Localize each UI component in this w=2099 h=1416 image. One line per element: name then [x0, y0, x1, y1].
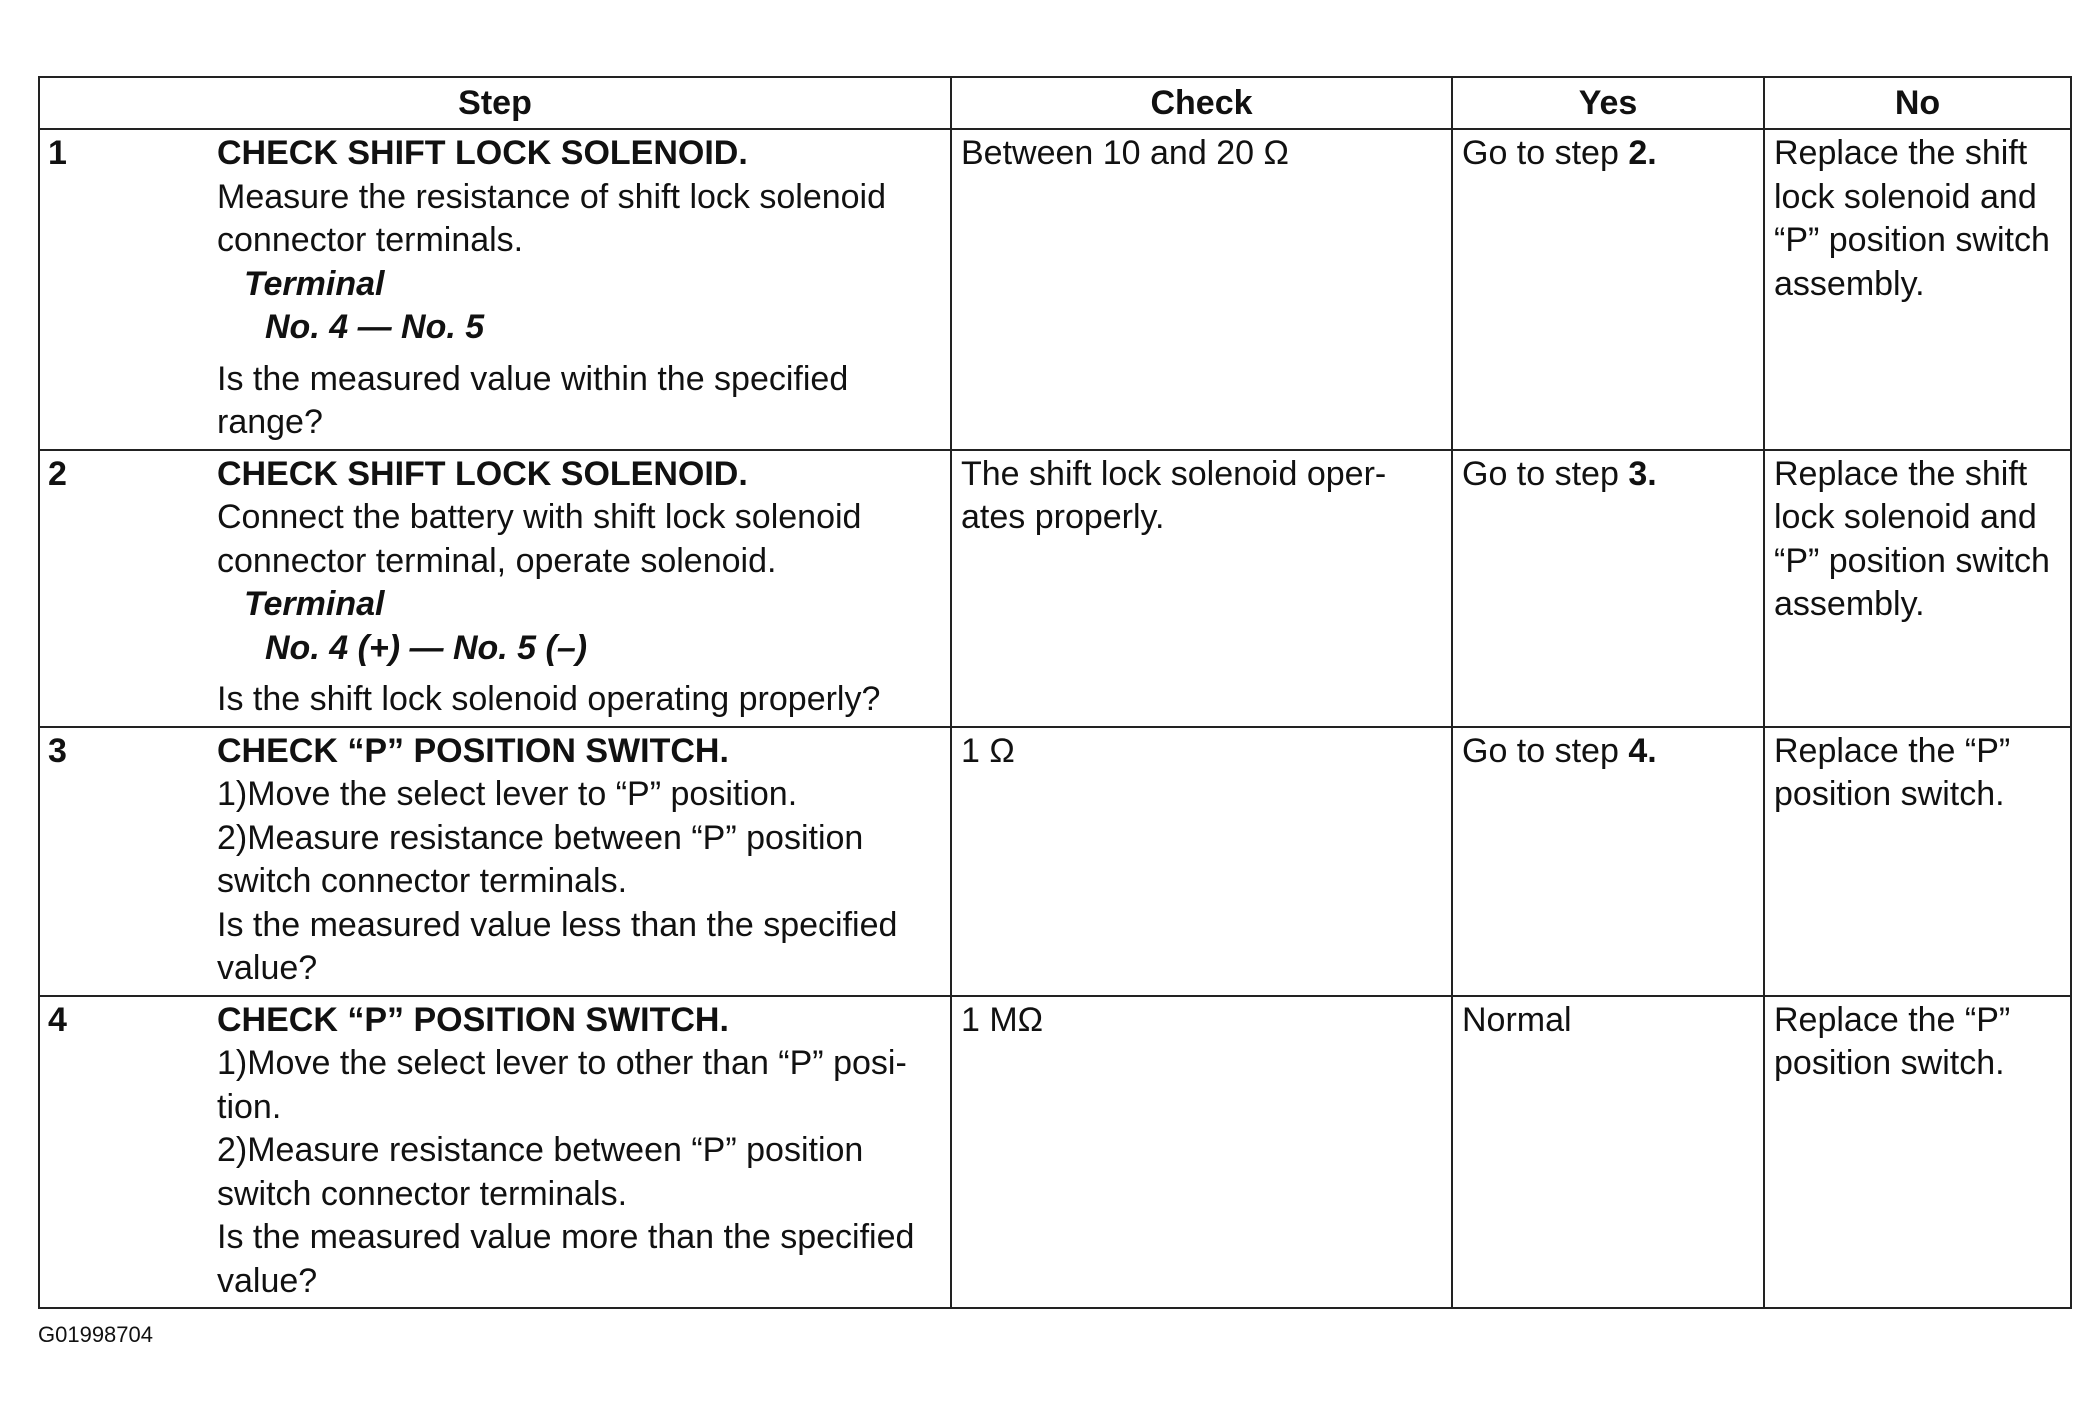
check-value: 1 MΩ: [961, 1000, 1044, 1039]
header-yes: Yes: [1452, 77, 1764, 129]
yes-cell: [1452, 129, 1764, 450]
terminal-label: Terminal: [244, 264, 385, 303]
table-row: [39, 996, 2071, 1309]
table-row: [39, 727, 2071, 996]
yes-step-ref: 2.: [1628, 134, 1657, 172]
header-no: No: [1764, 77, 2071, 129]
step-title: CHECK “P” POSITION SWITCH.: [217, 731, 729, 770]
step-cell: [39, 450, 951, 727]
step-cell: [39, 996, 951, 1309]
yes-prefix: Normal: [1462, 1000, 1572, 1039]
yes-value: [1453, 728, 1763, 778]
step-number: 4: [48, 1000, 67, 1039]
no-cell: [1764, 996, 2071, 1309]
check-value: The shift lock solenoid oper-ates properly.: [961, 454, 1387, 536]
no-cell: [1764, 727, 2071, 996]
terminal-value: No. 4 (+) — No. 5 (–): [265, 628, 588, 667]
step-instruction: Connect the battery with shift lock solenoid connector terminal, operate solenoid.: [217, 498, 862, 580]
no-value: Replace the “P” position switch.: [1774, 731, 2011, 813]
yes-cell: [1452, 450, 1764, 727]
step-number: 3: [48, 731, 67, 770]
yes-prefix: Go to step: [1462, 454, 1629, 493]
header-step: Step: [39, 77, 951, 129]
header-check: Check: [951, 77, 1452, 129]
no-value: Replace the shift lock solenoid and “P” position switch assembly.: [1774, 454, 2050, 623]
step-instruction: 2)Measure resistance between “P” position switch connector terminals.: [217, 1131, 864, 1213]
terminal-label: Terminal: [244, 585, 385, 623]
step-title: CHECK “P” POSITION SWITCH.: [217, 1000, 729, 1039]
yes-step-ref: 3.: [1628, 454, 1657, 493]
step-description: [217, 453, 942, 722]
check-cell: [951, 129, 1452, 450]
diagnostic-table: [38, 76, 2072, 1309]
yes-cell: [1452, 996, 1764, 1309]
figure-id: G01998704: [38, 1322, 153, 1347]
step-title: CHECK SHIFT LOCK SOLENOID.: [217, 134, 748, 172]
step-description: [217, 999, 942, 1304]
yes-step-ref: 4.: [1628, 731, 1657, 770]
step-question: Is the measured value more than the specified value?: [217, 1218, 915, 1300]
table-row: [39, 129, 2071, 450]
no-cell: [1764, 450, 2071, 727]
yes-cell: [1452, 727, 1764, 996]
yes-value: [1453, 451, 1763, 501]
step-question: Is the shift lock solenoid operating properly?: [217, 680, 881, 718]
step-cell: [39, 727, 951, 996]
step-number: 1: [48, 134, 67, 172]
step-description: [217, 730, 942, 991]
yes-prefix: Go to step: [1462, 731, 1629, 770]
step-title: CHECK SHIFT LOCK SOLENOID.: [217, 454, 748, 493]
check-value: 1 Ω: [961, 731, 1015, 770]
step-question: Is the measured value less than the specified value?: [217, 905, 898, 987]
step-question: Is the measured value within the specified range?: [217, 359, 849, 441]
step-instruction: Measure the resistance of shift lock solenoid connector terminals.: [217, 177, 887, 259]
no-value: Replace the shift lock solenoid and “P” position switch assembly.: [1774, 134, 2050, 303]
check-cell: [951, 727, 1452, 996]
check-cell: [951, 450, 1452, 727]
header-row: [39, 77, 2071, 129]
step-instruction: 1)Move the select lever to “P” position.: [217, 775, 798, 813]
check-value: Between 10 and 20 Ω: [961, 134, 1289, 172]
step-instruction: 1)Move the select lever to other than “P” posi-tion.: [217, 1044, 907, 1126]
step-instruction: 2)Measure resistance between “P” position switch connector terminals.: [217, 818, 864, 900]
step-cell: [39, 129, 951, 450]
step-description: [217, 132, 942, 445]
check-cell: [951, 996, 1452, 1309]
table-row: [39, 450, 2071, 727]
no-cell: [1764, 129, 2071, 450]
terminal-value: No. 4 — No. 5: [265, 308, 485, 346]
yes-value: [1453, 997, 1763, 1047]
yes-prefix: Go to step: [1462, 134, 1629, 172]
yes-value: [1453, 130, 1763, 180]
step-number: 2: [48, 454, 67, 493]
no-value: Replace the “P” position switch.: [1774, 1000, 2011, 1082]
